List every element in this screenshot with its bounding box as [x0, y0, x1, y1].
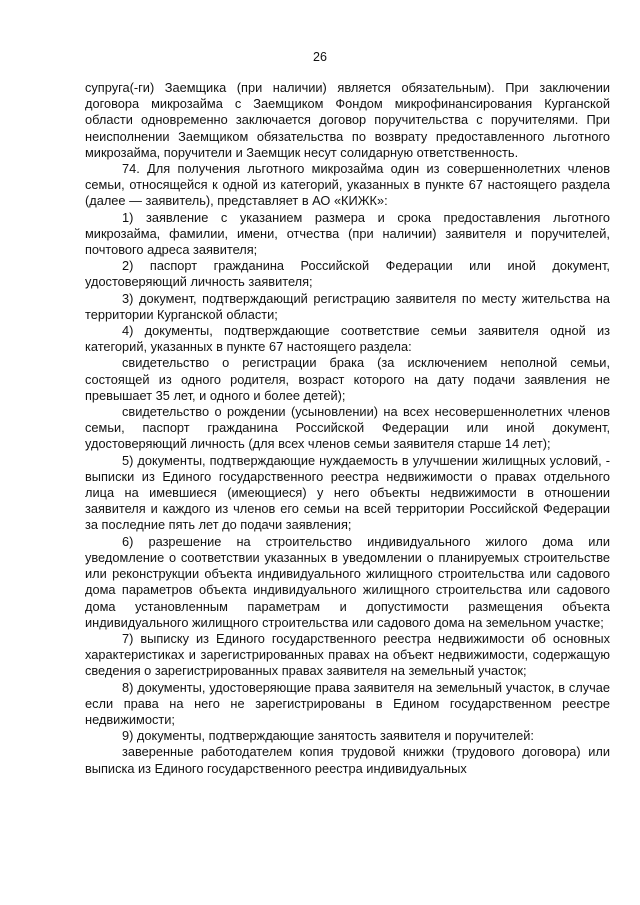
paragraph-item-4: 4) документы, подтверждающие соответствие семьи заявителя одной из категорий, указанных в пункте 67 настоящего раздела: — [85, 323, 610, 355]
paragraph-item-4-birth: свидетельство о рождении (усыновлении) на всех несовершеннолетних членов семьи, паспорт гражданина Российской Федерации или иной документ, удостоверяющий личность (для всех членов семьи заявителя старше 14 лет); — [85, 404, 610, 452]
paragraph-item-7: 7) выписку из Единого государственного реестра недвижимости об основных характеристиках и зарегистрированных правах на объект недвижимости, содержащую сведения о зарегистрированных правах заявителя на земельный участок; — [85, 630, 610, 679]
paragraph-continuation: супруга(-ги) Заемщика (при наличии) является обязательным). При заключении договора микрозайма с Заемщиком Фондом микрофинансирования Курганской области одновременно заключается договор поручительства с поручителями. При неисполнении Заемщиком обязательства по возврату предоставленного льготного микрозайма, поручители и Заемщик несут солидарную ответственность. — [85, 80, 610, 160]
body-text — [85, 80, 610, 777]
paragraph-74: 74. Для получения льготного микрозайма один из совершеннолетних членов семьи, относящейся к одной из категорий, указанных в пункте 67 настоящего раздела (далее — заявитель), представляет в АО «КИЖК»: — [85, 161, 610, 209]
paragraph-item-8: 8) документы, удостоверяющие права заявителя на земельный участок, в случае если права на него не зарегистрированы в Едином государственном реестре недвижимости; — [85, 679, 610, 727]
paragraph-item-3: 3) документ, подтверждающий регистрацию заявителя по месту жительства на территории Курганской области; — [85, 290, 610, 322]
paragraph-item-5: 5) документы, подтверждающие нуждаемость в улучшении жилищных условий, - выписки из Единого государственного реестра недвижимости о правах отдельного лица на имевшиеся (имеющиеся) у него объекты недвижимости в отношении заявителя и каждого из членов его семьи на всей территории Российской Федерации за последние пять лет до подачи заявления; — [85, 452, 610, 533]
paragraph-item-2: 2) паспорт гражданина Российской Федерации или иной документ, удостоверяющий личность заявителя; — [85, 258, 610, 290]
paragraph-item-6: 6) разрешение на строительство индивидуального жилого дома или уведомление о соответствии указанных в уведомлении о планируемых строительстве или реконструкции объекта индивидуального жилищного строительства или садового дома параметров объекта индивидуального жилищного строительства или садового дома установленным параметрам и допустимости размещения объекта индивидуального жилищного строительства или садового дома на земельном участке; — [85, 533, 610, 630]
paragraph-item-4-marriage: свидетельство о регистрации брака (за исключением неполной семьи, состоящей из одного родителя, возраст которого на дату подачи заявления не превышает 35 лет, и одного и более детей); — [85, 355, 610, 403]
paragraph-item-1: 1) заявление с указанием размера и срока предоставления льготного микрозайма, фамилии, имени, отчества (при наличии) заявителя и поручителей, почтового адреса заявителя; — [85, 209, 610, 258]
paragraph-item-9: 9) документы, подтверждающие занятость заявителя и поручителей: — [122, 728, 534, 744]
paragraph-item-9-employment: заверенные работодателем копия трудовой книжки (трудового договора) или выписка из Единого государственного реестра индивидуальных — [85, 744, 610, 776]
page-number: 26 — [313, 50, 327, 64]
